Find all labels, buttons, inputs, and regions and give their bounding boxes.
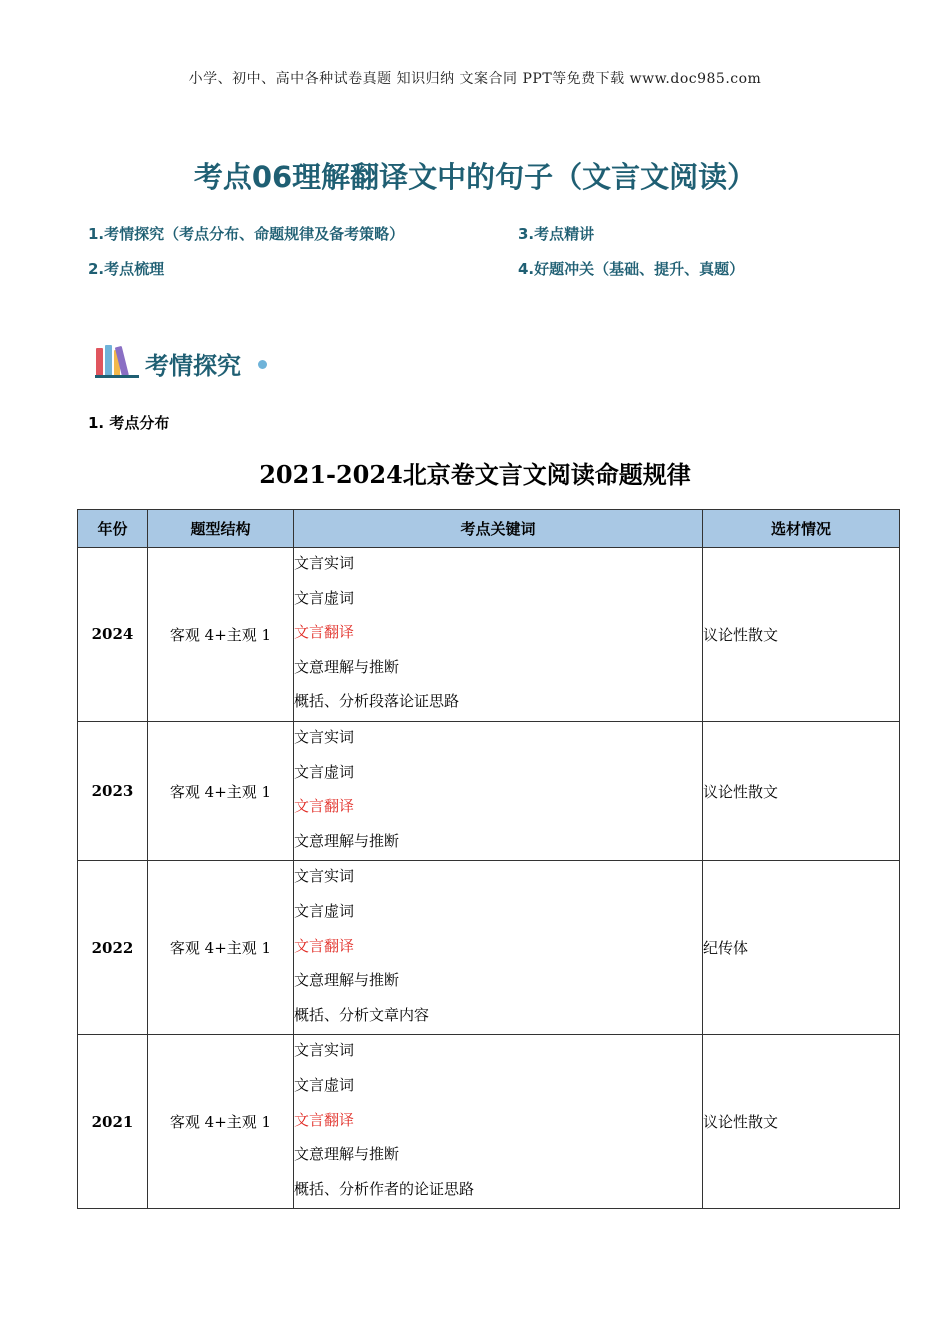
keyword-item: 文言实词 [294, 727, 355, 746]
keyword-item: 文言实词 [294, 867, 355, 886]
banner-dot [258, 360, 267, 369]
keyword-item: 文言虚词 [294, 1075, 355, 1094]
table-row [78, 1035, 900, 1209]
structure-cell: 客观 4+主观 1 [148, 1035, 294, 1209]
keyword-item: 文意理解与推断 [294, 831, 400, 850]
structure-cell: 客观 4+主观 1 [148, 721, 294, 860]
material-cell: 议论性散文 [703, 548, 900, 722]
material-cell: 纪传体 [703, 861, 900, 1035]
keyword-item: 文意理解与推断 [294, 657, 400, 676]
table-row [78, 548, 900, 722]
keyword-item: 文言虚词 [294, 588, 355, 607]
toc-item-1[interactable]: 1.考情探究（考点分布、命题规律及备考策略） [88, 225, 405, 243]
table-title: 2021-2024北京卷文言文阅读命题规律 [259, 460, 691, 489]
keyword-item-highlight: 文言翻译 [294, 1110, 355, 1129]
keyword-item: 文言实词 [294, 554, 355, 572]
keyword-item: 概括、分析文章内容 [294, 1005, 430, 1024]
table-header-row [78, 510, 900, 548]
keyword-item: 文言虚词 [294, 762, 355, 781]
keyword-item: 文言实词 [294, 1041, 355, 1060]
keywords-cell [294, 861, 703, 1035]
keywords-cell [294, 548, 703, 722]
keyword-item-highlight: 文言翻译 [294, 623, 355, 642]
year-cell: 2024 [78, 548, 148, 722]
keywords-cell [294, 721, 703, 860]
section-banner [95, 340, 275, 382]
material-cell: 议论性散文 [703, 721, 900, 860]
keyword-item: 文意理解与推断 [294, 1145, 400, 1164]
exam-distribution-table [77, 509, 900, 1209]
keyword-item: 文意理解与推断 [294, 971, 400, 990]
header-structure: 题型结构 [148, 510, 294, 548]
year-cell: 2022 [78, 861, 148, 1035]
keyword-item: 概括、分析作者的论证思路 [294, 1179, 475, 1198]
page-title: 考点06理解翻译文中的句子（文言文阅读） [193, 160, 757, 194]
table-row [78, 721, 900, 860]
structure-cell: 客观 4+主观 1 [148, 548, 294, 722]
site-header-text: 小学、初中、高中各种试卷真题 知识归纳 文案合同 PPT等免费下载 www.doc985.com [188, 71, 762, 87]
table-row [78, 861, 900, 1035]
structure-cell: 客观 4+主观 1 [148, 861, 294, 1035]
keyword-item: 概括、分析段落论证思路 [294, 692, 460, 711]
banner-label: 考情探究 [145, 352, 241, 380]
header-year: 年份 [78, 510, 148, 548]
year-cell: 2021 [78, 1035, 148, 1209]
keywords-cell [294, 1035, 703, 1209]
section-heading: 1. 考点分布 [88, 414, 170, 432]
keyword-item: 文言虚词 [294, 901, 355, 920]
keyword-item-highlight: 文言翻译 [294, 797, 355, 816]
year-cell: 2023 [78, 721, 148, 860]
header-keywords: 考点关键词 [294, 510, 703, 548]
toc-item-4[interactable]: 4.好题冲关（基础、提升、真题） [518, 260, 745, 278]
books-icon [95, 342, 139, 378]
header-material: 选材情况 [703, 510, 900, 548]
toc-item-3[interactable]: 3.考点精讲 [518, 225, 595, 243]
toc-item-2[interactable]: 2.考点梳理 [88, 260, 165, 278]
material-cell: 议论性散文 [703, 1035, 900, 1209]
keyword-item-highlight: 文言翻译 [294, 936, 355, 955]
